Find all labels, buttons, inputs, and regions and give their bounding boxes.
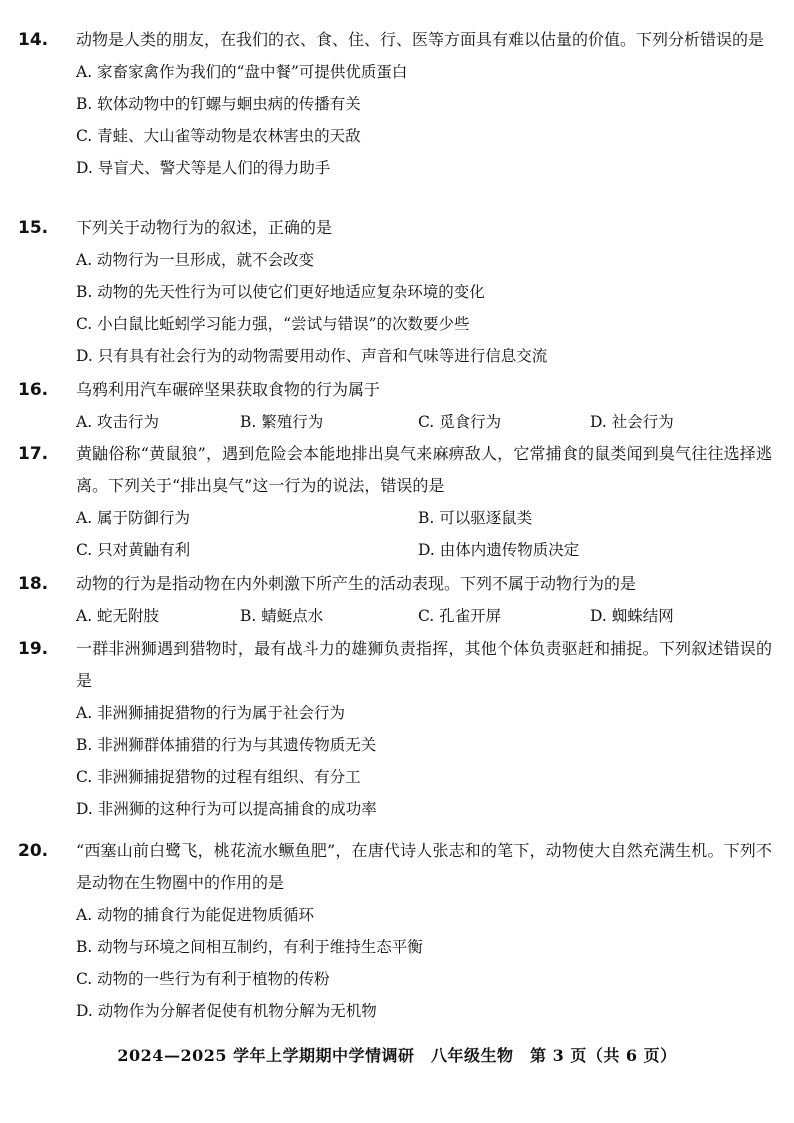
option-row bbox=[0, 152, 794, 184]
question-text: 黄鼬俗称“黄鼠狼”，遇到危险会本能地排出臭气来麻痹敌人，它常捕食的鼠类闻到臭气往往选择逃离。下列关于“排出臭气”这一行为的说法，错误的是 bbox=[76, 444, 772, 495]
option-row bbox=[0, 308, 794, 340]
question-16 bbox=[0, 374, 794, 438]
option-c: C. 动物的一些行为有利于植物的传粉 bbox=[76, 970, 330, 988]
option-row bbox=[0, 995, 794, 1027]
option-b: B. 软体动物中的钉螺与蛔虫病的传播有关 bbox=[76, 95, 361, 113]
question-number: 18. bbox=[18, 574, 49, 594]
option-b: B. 动物的先天性行为可以使它们更好地适应复杂环境的变化 bbox=[76, 283, 485, 301]
question-15 bbox=[0, 212, 794, 372]
question-text: 动物的行为是指动物在内外刺激下所产生的活动表现。下列不属于动物行为的是 bbox=[76, 574, 637, 593]
question-number: 15. bbox=[18, 218, 49, 238]
question-text: 下列关于动物行为的叙述，正确的是 bbox=[76, 218, 333, 237]
option-a: A. 动物的捕食行为能促进物质循环 bbox=[76, 906, 315, 924]
option-c: C. 青蛙、大山雀等动物是农林害虫的天敌 bbox=[76, 127, 361, 145]
question-number: 14. bbox=[18, 30, 49, 50]
page-footer: 2024—2025 学年上学期期中学情调研 八年级生物 第 3 页（共 6 页） bbox=[117, 1046, 677, 1065]
question-14 bbox=[0, 24, 794, 184]
option-a: A. 动物行为一旦形成，就不会改变 bbox=[76, 251, 315, 269]
option-row bbox=[0, 931, 794, 963]
option-row bbox=[0, 963, 794, 995]
question-number: 19. bbox=[18, 639, 49, 659]
option-c: C. 觅食行为 bbox=[418, 413, 502, 431]
question-20 bbox=[0, 835, 794, 1027]
question-stem bbox=[0, 212, 794, 244]
option-b: B. 非洲狮群体捕猎的行为与其遗传物质无关 bbox=[76, 736, 377, 754]
question-stem bbox=[0, 568, 794, 600]
option-row bbox=[0, 244, 794, 276]
option-row bbox=[0, 340, 794, 372]
option-c: C. 孔雀开屏 bbox=[418, 607, 502, 625]
option-a: A. 非洲狮捕捉猎物的行为属于社会行为 bbox=[76, 704, 346, 722]
option-d: D. 社会行为 bbox=[590, 413, 674, 431]
option-row bbox=[0, 56, 794, 88]
option-d: D. 导盲犬、警犬等是人们的得力助手 bbox=[76, 159, 331, 177]
question-stem bbox=[0, 374, 794, 406]
question-stem bbox=[0, 633, 794, 697]
question-text: 乌鸦利用汽车碾碎坚果获取食物的行为属于 bbox=[76, 380, 381, 399]
option-row bbox=[0, 120, 794, 152]
option-row bbox=[0, 697, 794, 729]
option-row bbox=[0, 534, 794, 566]
option-c: C. 非洲狮捕捉猎物的过程有组织、有分工 bbox=[76, 768, 361, 786]
question-number: 16. bbox=[18, 380, 49, 400]
option-row bbox=[0, 793, 794, 825]
option-d: D. 蜘蛛结网 bbox=[590, 607, 674, 625]
option-a: A. 家畜家禽作为我们的“盘中餐”可提供优质蛋白 bbox=[76, 63, 408, 81]
question-17 bbox=[0, 438, 794, 566]
option-b: B. 动物与环境之间相互制约，有利于维持生态平衡 bbox=[76, 938, 423, 956]
question-text: 动物是人类的朋友，在我们的衣、食、住、行、医等方面具有难以估量的价值。下列分析错误的是 bbox=[76, 30, 765, 49]
option-d: D. 由体内遗传物质决定 bbox=[418, 541, 580, 559]
question-18 bbox=[0, 568, 794, 632]
question-number: 20. bbox=[18, 841, 49, 861]
option-c: C. 只对黄鼬有利 bbox=[76, 541, 191, 559]
question-19 bbox=[0, 633, 794, 825]
option-d: D. 动物作为分解者促使有机物分解为无机物 bbox=[76, 1002, 377, 1020]
option-a: A. 蛇无附肢 bbox=[76, 607, 160, 625]
option-a: A. 攻击行为 bbox=[76, 413, 160, 431]
option-row bbox=[0, 276, 794, 308]
question-text: 一群非洲狮遇到猎物时，最有战斗力的雄狮负责指挥，其他个体负责驱赶和捕捉。下列叙述错误的是 bbox=[76, 639, 772, 690]
option-row bbox=[0, 761, 794, 793]
option-d: D. 只有具有社会行为的动物需要用动作、声音和气味等进行信息交流 bbox=[76, 347, 548, 365]
option-a: A. 属于防御行为 bbox=[76, 509, 191, 527]
option-b: B. 繁殖行为 bbox=[240, 413, 324, 431]
question-stem bbox=[0, 24, 794, 56]
option-row bbox=[0, 729, 794, 761]
option-row bbox=[0, 502, 794, 534]
question-stem bbox=[0, 438, 794, 502]
option-row bbox=[0, 406, 794, 438]
option-c: C. 小白鼠比蚯蚓学习能力强，“尝试与错误”的次数要少些 bbox=[76, 315, 470, 333]
option-row bbox=[0, 899, 794, 931]
option-d: D. 非洲狮的这种行为可以提高捕食的成功率 bbox=[76, 800, 377, 818]
option-b: B. 蜻蜓点水 bbox=[240, 607, 324, 625]
option-b: B. 可以驱逐鼠类 bbox=[418, 509, 533, 527]
question-text: “西塞山前白鹭飞，桃花流水鳜鱼肥”，在唐代诗人张志和的笔下，动物使大自然充满生机。下列不是动物在生物圈中的作用的是 bbox=[76, 841, 772, 892]
option-row bbox=[0, 88, 794, 120]
question-stem bbox=[0, 835, 794, 899]
question-number: 17. bbox=[18, 444, 49, 464]
option-row bbox=[0, 600, 794, 632]
